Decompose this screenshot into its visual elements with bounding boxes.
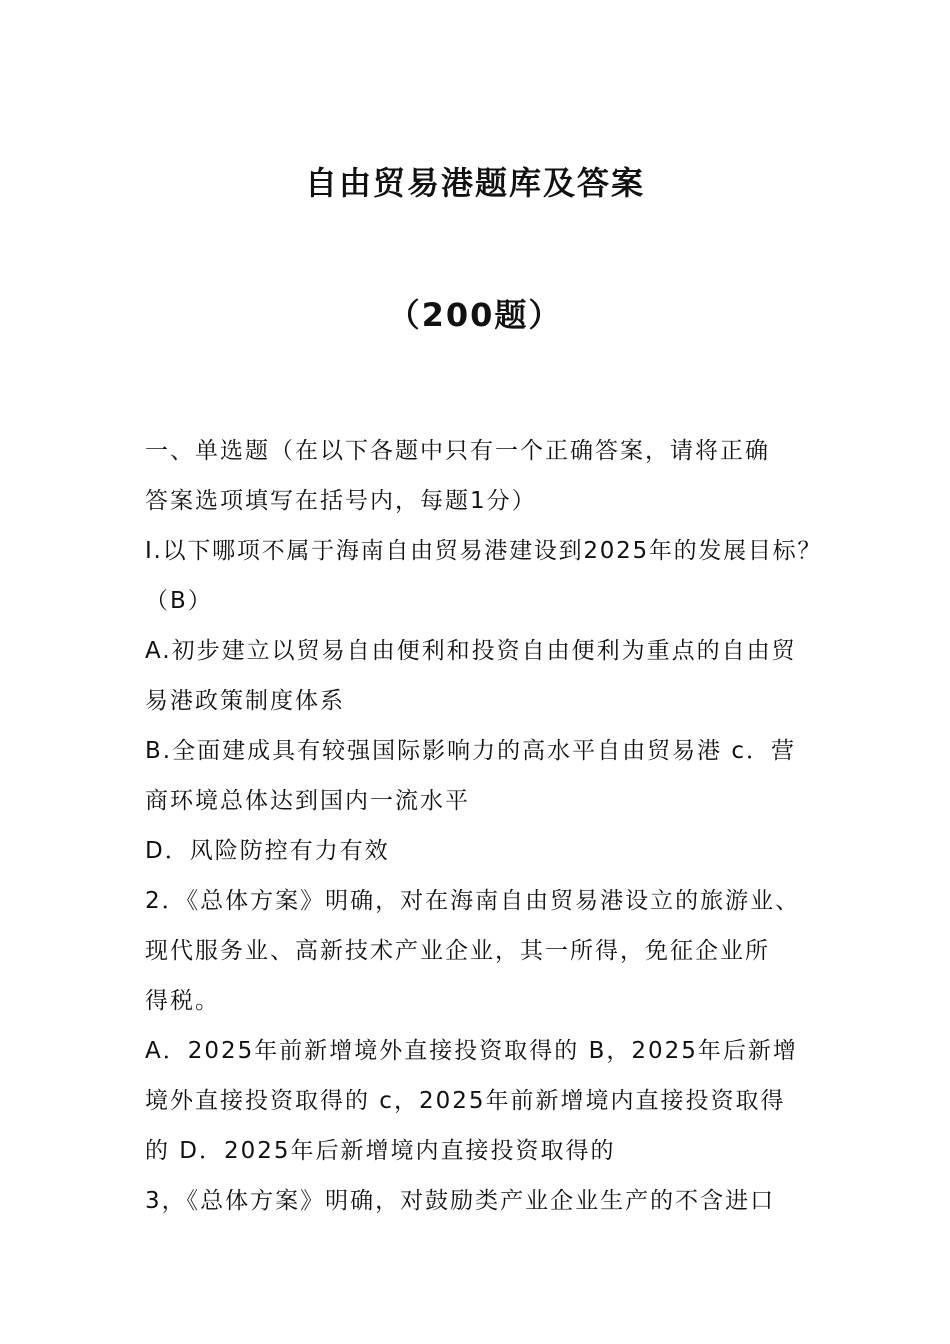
- question-2-options-bc: 境外直接投资取得的 c，2025年前新增境内直接投资取得: [145, 1088, 786, 1114]
- question-1: I.以下哪项不属于海南自由贸易港建设到2025年的发展目标？: [145, 538, 823, 564]
- question-1-option-a-cont: 易港政策制度体系: [145, 688, 345, 714]
- question-1-answer: （B）: [145, 588, 213, 614]
- question-3: 3，《总体方案》明确，对鼓励类产业企业生产的不含进口: [145, 1188, 776, 1214]
- question-1-option-c-cont: 商环境总体达到国内一流水平: [145, 788, 470, 814]
- section-heading: 一、单选题（在以下各题中只有一个正确答案，请将正确: [145, 438, 770, 464]
- document-subtitle: （200题）: [387, 296, 563, 334]
- section-heading-cont: 答案选项填写在括号内，每题1分）: [145, 488, 537, 514]
- question-2-options-cd: 的 D．2025年后新增境内直接投资取得的: [145, 1138, 616, 1164]
- question-1-option-d: D．风险防控有力有效: [145, 838, 390, 864]
- question-1-option-b-c: B.全面建成具有较强国际影响力的高水平自由贸易港 c．营: [145, 738, 797, 764]
- question-2-cont-2: 得税。: [145, 988, 220, 1014]
- question-2: 2．《总体方案》明确，对在海南自由贸易港设立的旅游业、: [145, 888, 801, 914]
- question-1-option-a: A.初步建立以贸易自由便利和投资自由便利为重点的自由贸: [145, 638, 797, 664]
- question-2-cont: 现代服务业、高新技术产业企业，其一所得，免征企业所: [145, 938, 770, 964]
- question-2-options-ab: A．2025年前新增境外直接投资取得的 B，2025年后新增: [145, 1038, 798, 1064]
- document-body: [145, 426, 823, 1226]
- document-title: 自由贸易港题库及答案: [304, 164, 645, 202]
